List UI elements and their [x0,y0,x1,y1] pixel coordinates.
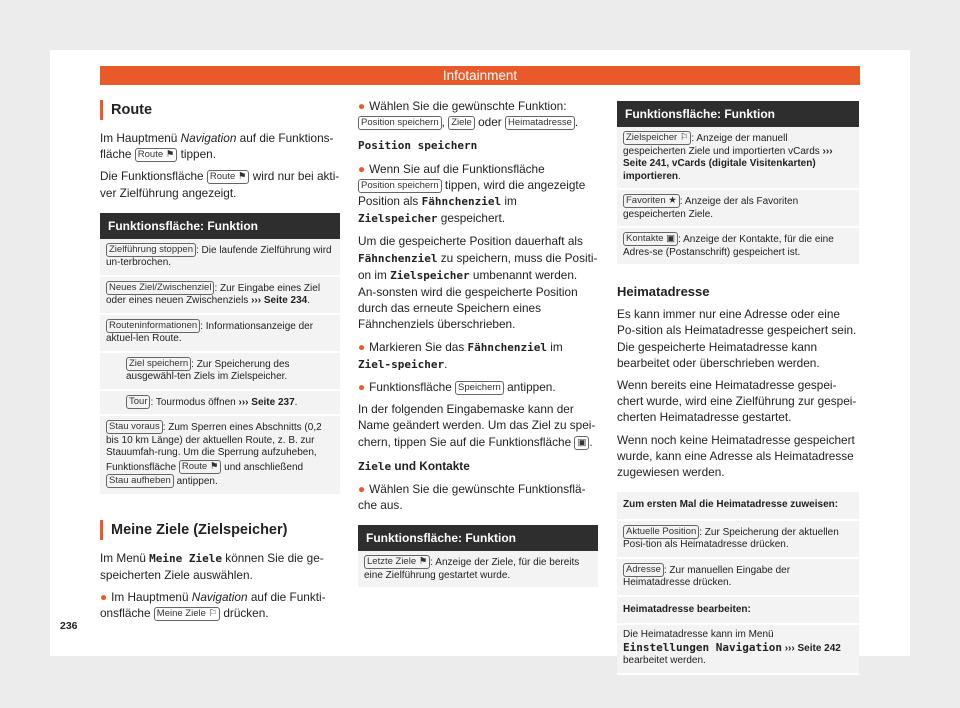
position-speichern-button[interactable]: Position speichern [358,116,442,130]
table-row: Routeninformationen : Informationsanzeige der aktuel-len Route. [100,315,340,353]
meine-ziele-title: Meine Ziele (Zielspeicher) [100,520,340,540]
markieren-paragraph: ● Markieren Sie das Fähnchenziel im Ziel-speicher. [358,339,563,371]
box-title: Heimatadresse bearbeiten: [617,597,859,626]
tour-button[interactable]: Tour [126,395,150,409]
stau-voraus-button[interactable]: Stau voraus [106,420,163,434]
table-row: Neues Ziel/Zwischenziel : Zur Eingabe eines Ziel oder eines neuen Zwischenziels ››› Seite 234. [100,277,340,315]
page-number: 236 [60,620,78,632]
speicher-function-table [617,101,859,266]
route-button-3[interactable]: Route ⚑ [179,460,222,474]
eingabemaske-paragraph: In der folgenden Eingabemaske kann der Name geändert werden. Um das Ziel zu spei-chern, tippen Sie auf die Funktionsfläche ▣ . [358,402,596,449]
ziel-speichern-button[interactable]: Ziel speichern [126,357,191,371]
meine-ziele-button[interactable]: Meine Ziele ⚐ [154,607,220,621]
flag-icon: ⚑ [237,171,247,183]
heimatadresse-button[interactable]: Heimatadresse [505,116,575,130]
ziele-paragraph-2: ● Im Hauptmenü Navigation auf die Funkti-onsfläche Meine Ziele ⚐ drücken. [100,590,326,621]
column-left [100,100,340,628]
box-title: Zum ersten Mal die Heimatadresse zuweisen: [617,492,859,521]
route-paragraph-2: Die Funktionsfläche Route ⚑ wird nur bei akti-ver Zielführung angezeigt. [100,169,340,200]
table-row: Kontakte ▣ : Anzeige der Kontakte, für die eine Adres-se (Postanschrift) gespeichert ist. [617,228,859,266]
routeninformationen-button[interactable]: Routeninformationen [106,319,200,333]
route-paragraph-1: Im Hauptmenü Navigation auf die Funktions-fläche Route ⚑ tippen. [100,131,334,162]
heimat-paragraph-2: Wenn bereits eine Heimatadresse gespei-chert wurde, wird eine Zielführung zur gespei-cherten Heimatadresse gestartet. [617,378,857,425]
position-speichern-heading: Position speichern [358,139,478,153]
speichern-paragraph: ● Funktionsfläche Speichern antippen. [358,380,556,395]
table-row: Zielführung stoppen : Die laufende Zielführung wird un-terbrochen. [100,239,340,277]
table-row: Adresse : Zur manuellen Eingabe der Heimatadresse drücken. [617,559,859,597]
table-row: Stau voraus : Zum Sperren eines Abschnitts (0,2 bis 10 km Länge) der aktuellen Route, z. B. zur Stauumfah-rung. Um die Sperrung aufzuheben, Funktionsfläche Route ⚑ und anschließend Stau aufheben antippen. [100,416,340,496]
table-row: Zielspeicher ⚐ : Anzeige der manuell gespeicherten Ziele und importierten vCards ››› Seite 241, vCards (digitale Visitenkarten) importieren. [617,127,859,190]
letzte-ziele-button[interactable]: Letzte Ziele ⚑ [364,555,430,569]
ziele-kontakte-heading: Ziele und Kontakte [358,458,470,473]
waehlen-paragraph: ● Wählen Sie die gewünschte Funktionsflä-che aus. [358,482,586,513]
table-row: Tour : Tourmodus öffnen ››› Seite 237. [100,391,340,417]
heimatadresse-title: Heimatadresse [617,284,710,299]
route-button[interactable]: Route ⚑ [135,148,178,162]
ziele-button[interactable]: Ziele [448,116,475,130]
zielfuehrung-stoppen-button[interactable]: Zielführung stoppen [106,243,196,257]
ziele-icon: ⚐ [679,132,689,143]
save-icon[interactable]: ▣ [574,436,589,450]
table-row: Die Heimatadresse kann im Menü Einstellungen Navigation ››› Seite 242 bearbeitet werden. [617,625,859,675]
table-row: Letzte Ziele ⚑ : Anzeige der Ziele, für die bereits eine Zielführung gestartet wurde. [358,551,598,589]
route-title: Route [100,100,340,120]
favoriten-button[interactable]: Favoriten ★ [623,194,680,208]
ziele-paragraph-1: Im Menü Meine Ziele können Sie die ge-speicherten Ziele auswählen. [100,550,324,583]
table-header: Funktionsfläche: Funktion [358,525,598,551]
heimat-box [617,492,859,675]
heimat-paragraph-1: Es kann immer nur eine Adresse oder eine Po-sition als Heimatadresse gespeichert sein. Die gespeicherte Heimatadresse kann bearbeitet oder überschrieben werden. [617,307,857,370]
flag-icon: ⚑ [209,460,219,472]
table-row: Aktuelle Position : Zur Speicherung der aktuellen Posi-tion als Heimatadresse drücken. [617,521,859,559]
flag-icon: ⚑ [418,556,428,568]
table-row: Favoriten ★ : Anzeige der als Favoriten gespeicherten Ziele. [617,190,859,228]
dauerhaft-paragraph: Um die gespeicherte Position dauerhaft als Fähnchenziel zu speichern, muss die Positi-on im Zielspeicher umbenannt werden. An-sonsten wird die gespeicherte Position durch das erneute Speichern eines Fähnchenziels überschrieben. [358,234,598,332]
table-row: Ziel speichern : Zur Speicherung des ausgewähl-ten Ziels im Zielspeicher. [100,353,340,391]
contact-icon: ▣ [666,233,676,244]
heimat-paragraph-3: Wenn noch keine Heimatadresse gespeichert wurde, kann eine Adresse als Heimatadresse zugewiesen werden. [617,432,855,480]
adresse-button[interactable]: Adresse [623,563,664,577]
neues-ziel-button[interactable]: Neues Ziel/Zwischenziel [106,281,214,295]
position-speichern-button-2[interactable]: Position speichern [358,179,442,193]
route-button-2[interactable]: Route ⚑ [207,170,250,184]
column-middle [358,98,598,589]
route-function-table [100,213,340,496]
table-header: Funktionsfläche: Funktion [617,101,859,127]
function-choice: ● Wählen Sie die gewünschte Funktion: Position speichern , Ziele oder Heimatadresse . [358,99,579,130]
kontakte-button[interactable]: Kontakte ▣ [623,232,678,246]
position-paragraph: ● Wenn Sie auf die Funktionsfläche Position speichern tippen, wird die angezeigte Position als Fähnchenziel im Zielspeicher gespeichert. [358,161,586,226]
column-right [617,101,859,675]
zielspeicher-button[interactable]: Zielspeicher ⚐ [623,131,691,145]
ziele-function-table [358,525,598,589]
ziele-icon: ⚐ [208,608,218,620]
flag-icon: ⚑ [165,149,175,161]
table-header: Funktionsfläche: Funktion [100,213,340,239]
stau-aufheben-button[interactable]: Stau aufheben [106,474,174,488]
header-bar: Infotainment [100,66,860,85]
star-icon: ★ [668,195,677,206]
speichern-button[interactable]: Speichern [455,381,504,395]
aktuelle-position-button[interactable]: Aktuelle Position [623,525,699,539]
